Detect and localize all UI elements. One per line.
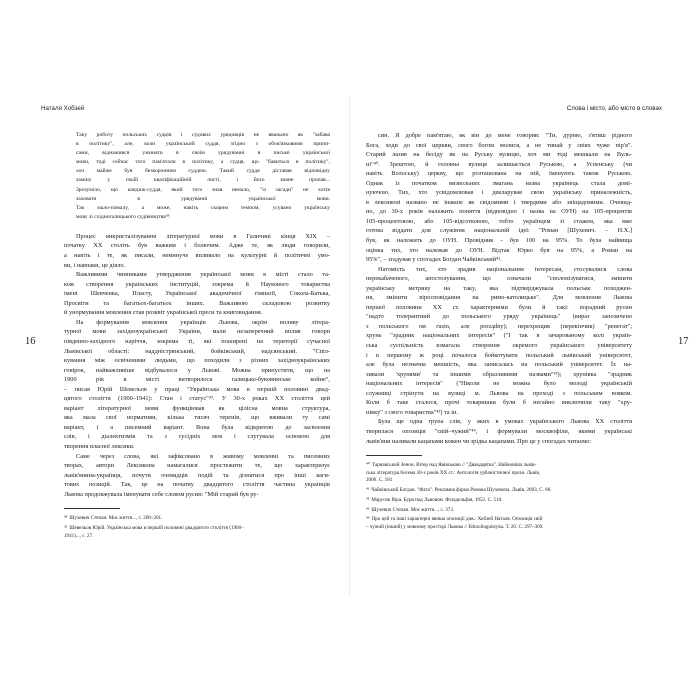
quote-line: в політику", але, коли український суддя, згідно з обов'язковими припи- (76, 141, 330, 148)
text-line: ська суспільність взмагала створення окремого українського університету (366, 342, 632, 350)
text-line: ні"⁴⁰. Зрештою, й головна вулиця залишається Руською, а Успенську (чи (366, 160, 632, 168)
text-line: Однак із початком визвольних змагань назва українець стала домі- (366, 179, 632, 187)
text-line: 95%", – згадував у спогадах Богдан Чайківський⁴¹. (366, 256, 502, 264)
text-line: Просвіти та багатьох-багатьох інших. Важливою складовою розвитку (64, 299, 330, 307)
text-line: творення власної лексики. (64, 442, 135, 450)
footnote (366, 497, 632, 505)
footnote-text: 1941)..., с. 27. (64, 532, 94, 539)
paragraph (366, 131, 632, 265)
footnote (366, 507, 632, 515)
footnote-line (64, 515, 330, 523)
text-line: Старий лазив на бесіду як на Руську вулицю, хоч ми тоді мешкали на Вуль- (366, 151, 632, 159)
text-line: в лексиконі названо не інакше як свідомими і твердими або звіщадомими. Очевид- (366, 198, 632, 206)
text-line: хрунь "зрадник національних інтересів" ("І так в зачарованому колі україн- (366, 332, 632, 340)
text-line: син. Я добре пам'ятаю, як він до мене говорив: "Ти, дурню, з'ятиш рідного (378, 132, 632, 139)
text-line: кування між освіченими людьми, що походили з різних західноукраїнських (64, 357, 330, 365)
left-text-block (64, 131, 330, 542)
text-line: львів'яни називали кацапами кожен чи зрідка кацапами. Про це у спогадах читаємо: (366, 437, 592, 445)
text-line: ви, і навпаки, це діяло. (64, 261, 126, 269)
text-line: оцінка тих, хто належав до ОУН. Відтак Юрко був на 95%, а Роман на (366, 246, 632, 254)
quote-line: сами, віднажився ужинати в своїм урядуванні в письмі української (76, 150, 330, 157)
paragraph (64, 318, 330, 452)
right-page (350, 0, 700, 700)
text-line: Бога, ходи до свої церкви, свого богом молися, а не тинай у свіях чуже пір'я". (366, 141, 632, 149)
text-line: навіть Волоську) церкву, що розташована на ній, іменують також Руською. (366, 170, 632, 178)
footnote (366, 487, 632, 495)
footnote-line (366, 487, 632, 495)
text-line: творах, автори Лексикона намагалися простежити те, що характеризує (64, 462, 330, 470)
footnote-number: ³⁹ (64, 525, 68, 532)
text-line: варіант, і а писемний варіант. Вона була відкритою до засвоєння (64, 423, 330, 431)
footnote-text: – чужий (інший) у мовному просторі Львова // Ethnolinguistyka. Т. 20. С. 297–309. (366, 523, 544, 530)
quote-line: заміну у свойї кваліфікаційній листі, і його знане пропав... (76, 177, 330, 184)
right-footnotes (366, 462, 632, 532)
text-line: творилася опозиція "свій–чужий"⁴⁴, і формували москвофіли, якими українські (366, 427, 632, 435)
footnote-text: Шевельов Юрій. Українська мова в першій половині двадцятого століття (1900– (69, 525, 244, 532)
footnote-text: 2006. С. 181 (366, 477, 393, 484)
text-line: Натомість тих, хто зрадив національним інтересам, стосувалися слова (378, 265, 632, 273)
text-line: зивали 'хрунями' та іншими образливими назвами"⁴²); хрунівка "зрадник (366, 370, 632, 378)
block-quote (64, 131, 330, 222)
right-body (366, 131, 632, 446)
quote-line: мову зі східногалицького судівництва³⁸. (76, 213, 171, 220)
text-line: нівку" з свого товариства"⁴³) та ін. (366, 408, 458, 416)
text-line: "надто толерантний до польського уряду українець" (вираз запозичено (366, 313, 632, 321)
quote-line: Зрозуміло, що кандиж-суддя, який того знав немало, "із засади" не хотів (76, 186, 330, 193)
text-line: яка мала свої нормативи, кілька тисяч теренів, що вживали ту самі (64, 414, 330, 422)
text-line: нуючою. Тих, хто усвідомлював і декларував свою українську приналежність, (366, 189, 632, 197)
text-line: українську метрику на таку, яка підтверджувала польське походжен- (366, 284, 632, 292)
text-line: Львова продовжувала іменувати себе словом русин: "Мій старий був ру- (64, 490, 259, 498)
text-line: початку ХХ століть був важким і болючим. Адже те, як люди говорили, (64, 242, 330, 250)
text-line: Важливими чинниками утвердження української мови в місті стало та- (76, 271, 330, 279)
footnote-number: ³⁸ (64, 515, 68, 522)
footnote-number: ⁴⁰ (366, 462, 370, 469)
text-line: турної мови західноукраїнської України, мали незаперечний вплив говори (64, 328, 330, 336)
paragraph (366, 265, 632, 418)
text-line: 1900 рік в місті витворилося галицько-буковинське койне", (64, 376, 330, 384)
paragraph (64, 270, 330, 318)
footnote-line (366, 497, 632, 505)
footnote-number: ⁴¹ (366, 487, 370, 494)
footnote-line (64, 525, 330, 533)
text-line: національних інтересів" ("Ніколи не можна було молоді українській (366, 380, 632, 388)
footnote-line (366, 524, 632, 532)
quote-line: Таку роботу польських судців і судових урядовців не вважано як "забава (76, 132, 330, 138)
text-line: слів, і діалектизмів та з сусідніх мов і слугувала основою для (64, 433, 330, 441)
text-line: говірок, найважливіше відбувалося у Львові. Можна припустити, що на (64, 366, 330, 374)
left-page-number: 16 (25, 336, 36, 347)
footnote (64, 525, 330, 540)
text-line: південно-західного наріччя, зокрема ті, які поширені на території сучасної (64, 337, 330, 345)
text-line: На формування мовлення українців Львова, окрім впливу літера- (76, 318, 330, 326)
text-line: 105-процентовою, або 105-відсотковою, тобто українцем зі стажем, яка вже (366, 217, 632, 225)
footnote-text: Тарнавський Зенон. Вітер над Явівською // "Двандцятка". Найновіша львів- (371, 462, 537, 469)
text-line: і в першому ж році почалося бойкотувати польський львівський університет, (366, 351, 632, 359)
footnote-number: ⁴³ (366, 506, 370, 513)
paragraph (64, 232, 330, 270)
right-page-number: 17 (678, 336, 689, 347)
text-line: з польського ом rusin, але porządny); перехрещик (перекінчик) "ренегат"; (366, 322, 632, 330)
footnote-text: ська література богема 30-х років ХХ ст.: Антологія урбаністичної прози. Львів, (366, 469, 540, 476)
text-line: цятого століття (1900–1941): Стан і статус"³⁹. У 30-х роках ХХ століття цей (64, 395, 330, 403)
footnote-text: Про цей та інші характерні явиша опозиції див.: Хобзей Наталя. Опозиція свій (371, 516, 543, 523)
footnote-rule (64, 508, 120, 509)
footnote-text: Шухевич Степан. Моє життя..., с. 373. (371, 506, 455, 513)
quote-line: заховати в урядуванні української мови. (76, 195, 330, 202)
text-line: й унормування мовлення став розквіт української преси та книговидання. (64, 309, 263, 317)
left-body (64, 232, 330, 499)
text-line: львів'янина-українця, почути очевидців подій та дізнатися про інші ваги- (64, 471, 330, 479)
text-line: перекабаченого, апостолування, що означали "сполонізуватися, змінити (366, 275, 632, 283)
text-line: варіант літературної мови функціював як цілісна мовна структура, (64, 404, 330, 412)
text-line: – писав Юрій Шевельов у праці "Українська мова в першій половині двад- (64, 385, 330, 393)
quote-line: Так мало-помалу, а може, навіть скорим темпом, усувано українську (76, 204, 330, 211)
text-line: кож створення українських інституцій, зокрема й Наукового товариства (64, 280, 330, 288)
paragraph (64, 452, 330, 500)
text-line: Саме через слова, які зафіксовано в живому мовленні та писемних (76, 452, 330, 460)
footnote-text: Марусяк Віра. Буря над Львовом. Філадельфія, 1952. С. 510. (371, 496, 503, 503)
text-line: Львівської області: наддністрянський, бойківський, надсянський. "Спіл- (64, 347, 330, 355)
footnote (366, 462, 632, 485)
text-line: Процес викристалізування літературної мови в Галичині кінця ХІХ – (76, 232, 330, 240)
text-line: а навіть і те, як писали, неминуче впливало на культурні й політичні умо- (64, 252, 330, 260)
footnote-number: ⁴⁴ (366, 516, 370, 523)
footnote (366, 516, 632, 531)
text-line: але була незначна меншість, яка записалась на польський університет. Їх на- (366, 361, 632, 369)
footnote-line (64, 533, 330, 541)
text-line: служниці стрінути на вулиці м. Львова на проході з польським вояком. (366, 389, 632, 397)
footnote-line (366, 477, 632, 485)
footnote-text: Чайківський Богдан. "Фата". Рекламна фірма Романа Шухевича. Львів, 2003, С. 86. (371, 487, 552, 494)
right-running-head: Слова і місто, або місто в словах (566, 105, 662, 112)
footnote-rule (366, 455, 422, 456)
footnote-line (366, 516, 632, 524)
footnote-line (366, 462, 632, 470)
quote-line: мови, тоді сейчас того пам'ятали в політику, а судця, що "бавиться в політику", (76, 159, 330, 166)
footnote-number: ⁴² (366, 496, 370, 503)
right-text-block (366, 131, 632, 534)
left-running-head: Наталя Хобзей (41, 105, 85, 112)
paragraph (366, 417, 632, 446)
text-line: Коли б таке сталося, прочі товаришки були б негайно виключили таку "хру- (366, 399, 632, 407)
quote-line: хоч майже був безкоронним суддею. Такий суддя діставав відповідну (76, 168, 330, 175)
footnote-line (366, 470, 632, 478)
footnote-text: Шухевич Степан. Моє життя..., с. 200–201. (69, 515, 163, 522)
text-line: тових позицій. Так, це на початку двадцятого століття частина українців (64, 481, 330, 489)
text-line: готова віддати для служіння національній ідеї: "Роман [Шухевич. – Н.Х.] (366, 227, 632, 235)
text-line: Була ще одна група слів, у яких в умовах українського Львова ХХ століття (378, 418, 632, 426)
text-line: був, як належить до ОУН. Провідник - був 100 на 95%. То була найвища (366, 237, 632, 245)
text-line: но, до 30-х років належить поняття (відповідно і назва на ОУН) на 105-процентів (366, 208, 632, 216)
footnote-line (366, 507, 632, 515)
left-footnotes (64, 515, 330, 540)
text-line: першої половини ХХ ст. характерними були й такі: порадний русин (366, 303, 632, 311)
footnote (64, 515, 330, 523)
text-line: імені Шевченка, Пласту, Української академічної гімназії, Сокола-Батька, (64, 290, 330, 298)
text-line: ня, змінити віросповідання на римо-католицьке". Для мовлення Львова (366, 294, 632, 302)
